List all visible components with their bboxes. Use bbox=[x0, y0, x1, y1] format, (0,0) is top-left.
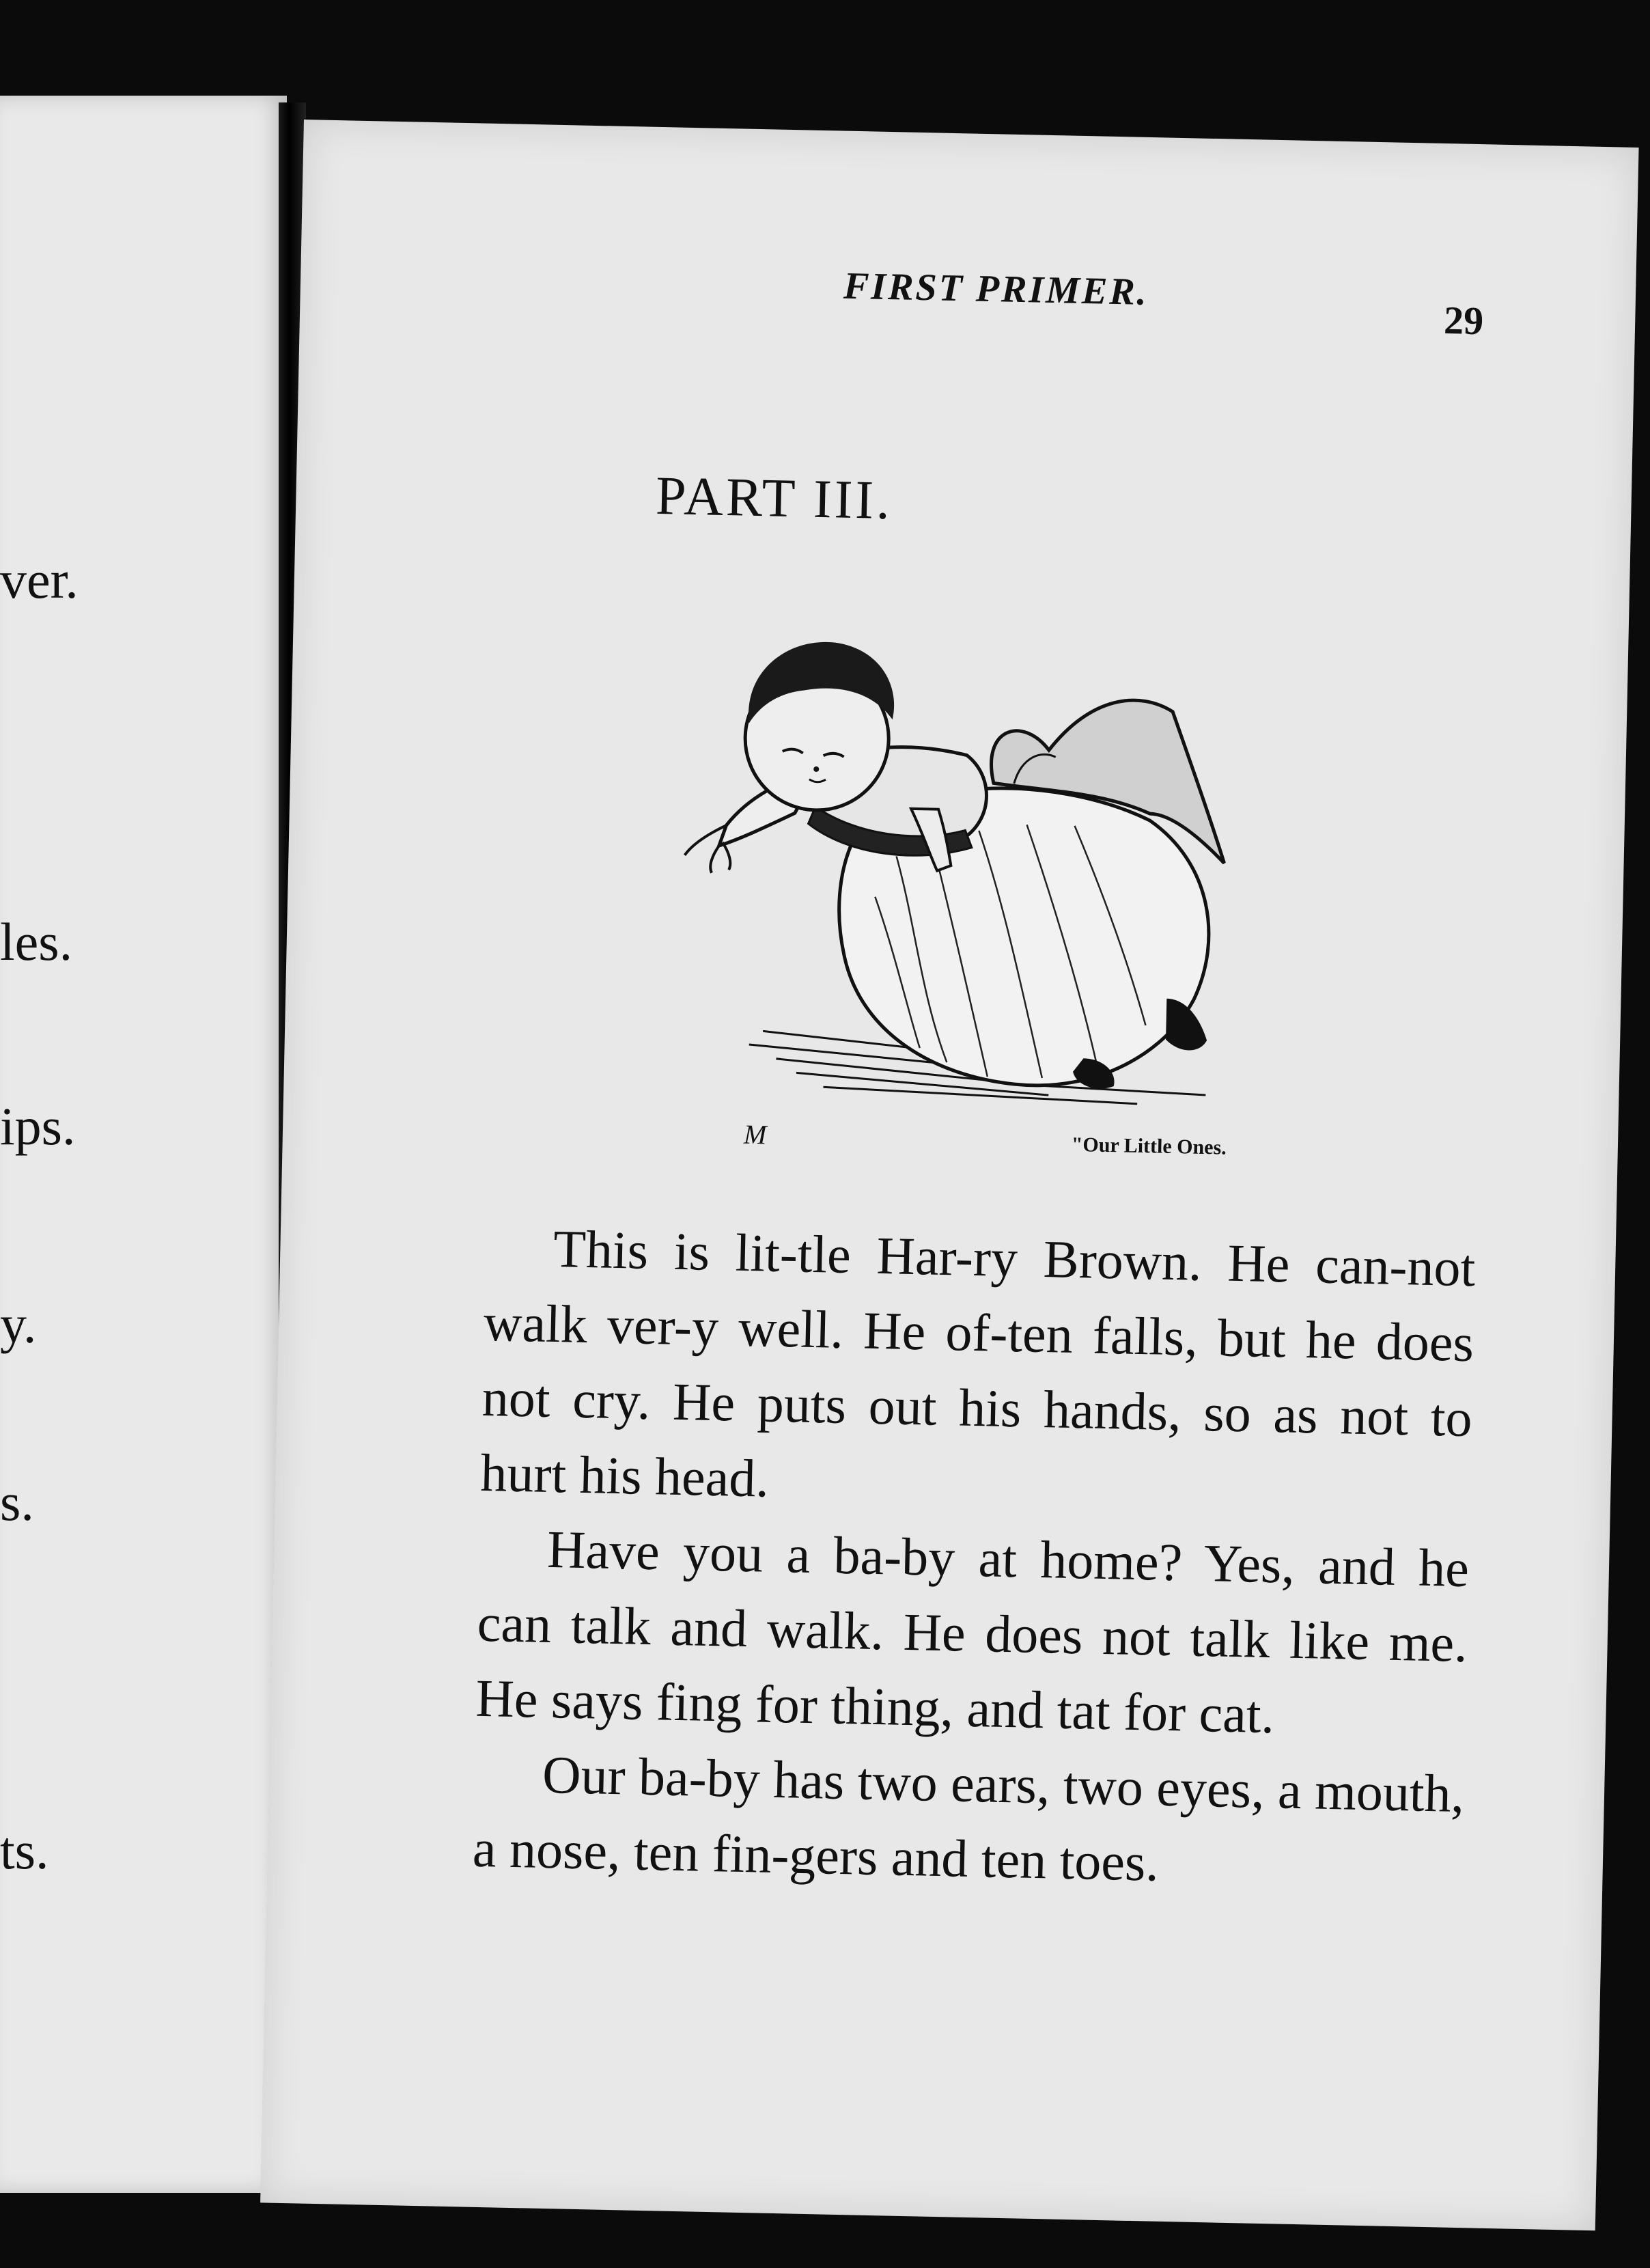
right-page bbox=[260, 120, 1638, 2230]
left-page-fragment: les. bbox=[0, 912, 73, 971]
left-page-fragment: y. bbox=[0, 1295, 37, 1354]
illustration-signature: M bbox=[743, 1118, 767, 1150]
body-text bbox=[472, 1210, 1476, 1907]
left-page-fragment: ts. bbox=[0, 1821, 49, 1880]
baby-crawling-illustration bbox=[604, 605, 1284, 1137]
left-page-fragment: ips. bbox=[0, 1096, 76, 1156]
paragraph: Have you a ba-by at home? Yes, and he can talk and walk. He does not talk like me. He says fing for thing, and tat for cat. bbox=[475, 1519, 1470, 1745]
paragraph: This is lit-tle Har-ry Brown. He can-not walk ver-y well. He of-ten falls, but he does not cry. He puts out his hands, so as not to hurt his head. bbox=[479, 1219, 1477, 1508]
running-head: FIRST PRIMER. bbox=[843, 264, 1149, 314]
paragraph: Our ba-by has two ears, two eyes, a mouth, a nose, ten fin-gers and ten toes. bbox=[472, 1744, 1465, 1892]
illustration-caption: "Our Little Ones. bbox=[1071, 1133, 1227, 1159]
left-page-fragment: ver. bbox=[0, 550, 79, 609]
part-heading: PART III. bbox=[655, 465, 893, 531]
left-page bbox=[0, 96, 287, 2193]
left-page-fragment: s. bbox=[0, 1472, 34, 1532]
page-number: 29 bbox=[1443, 298, 1484, 344]
